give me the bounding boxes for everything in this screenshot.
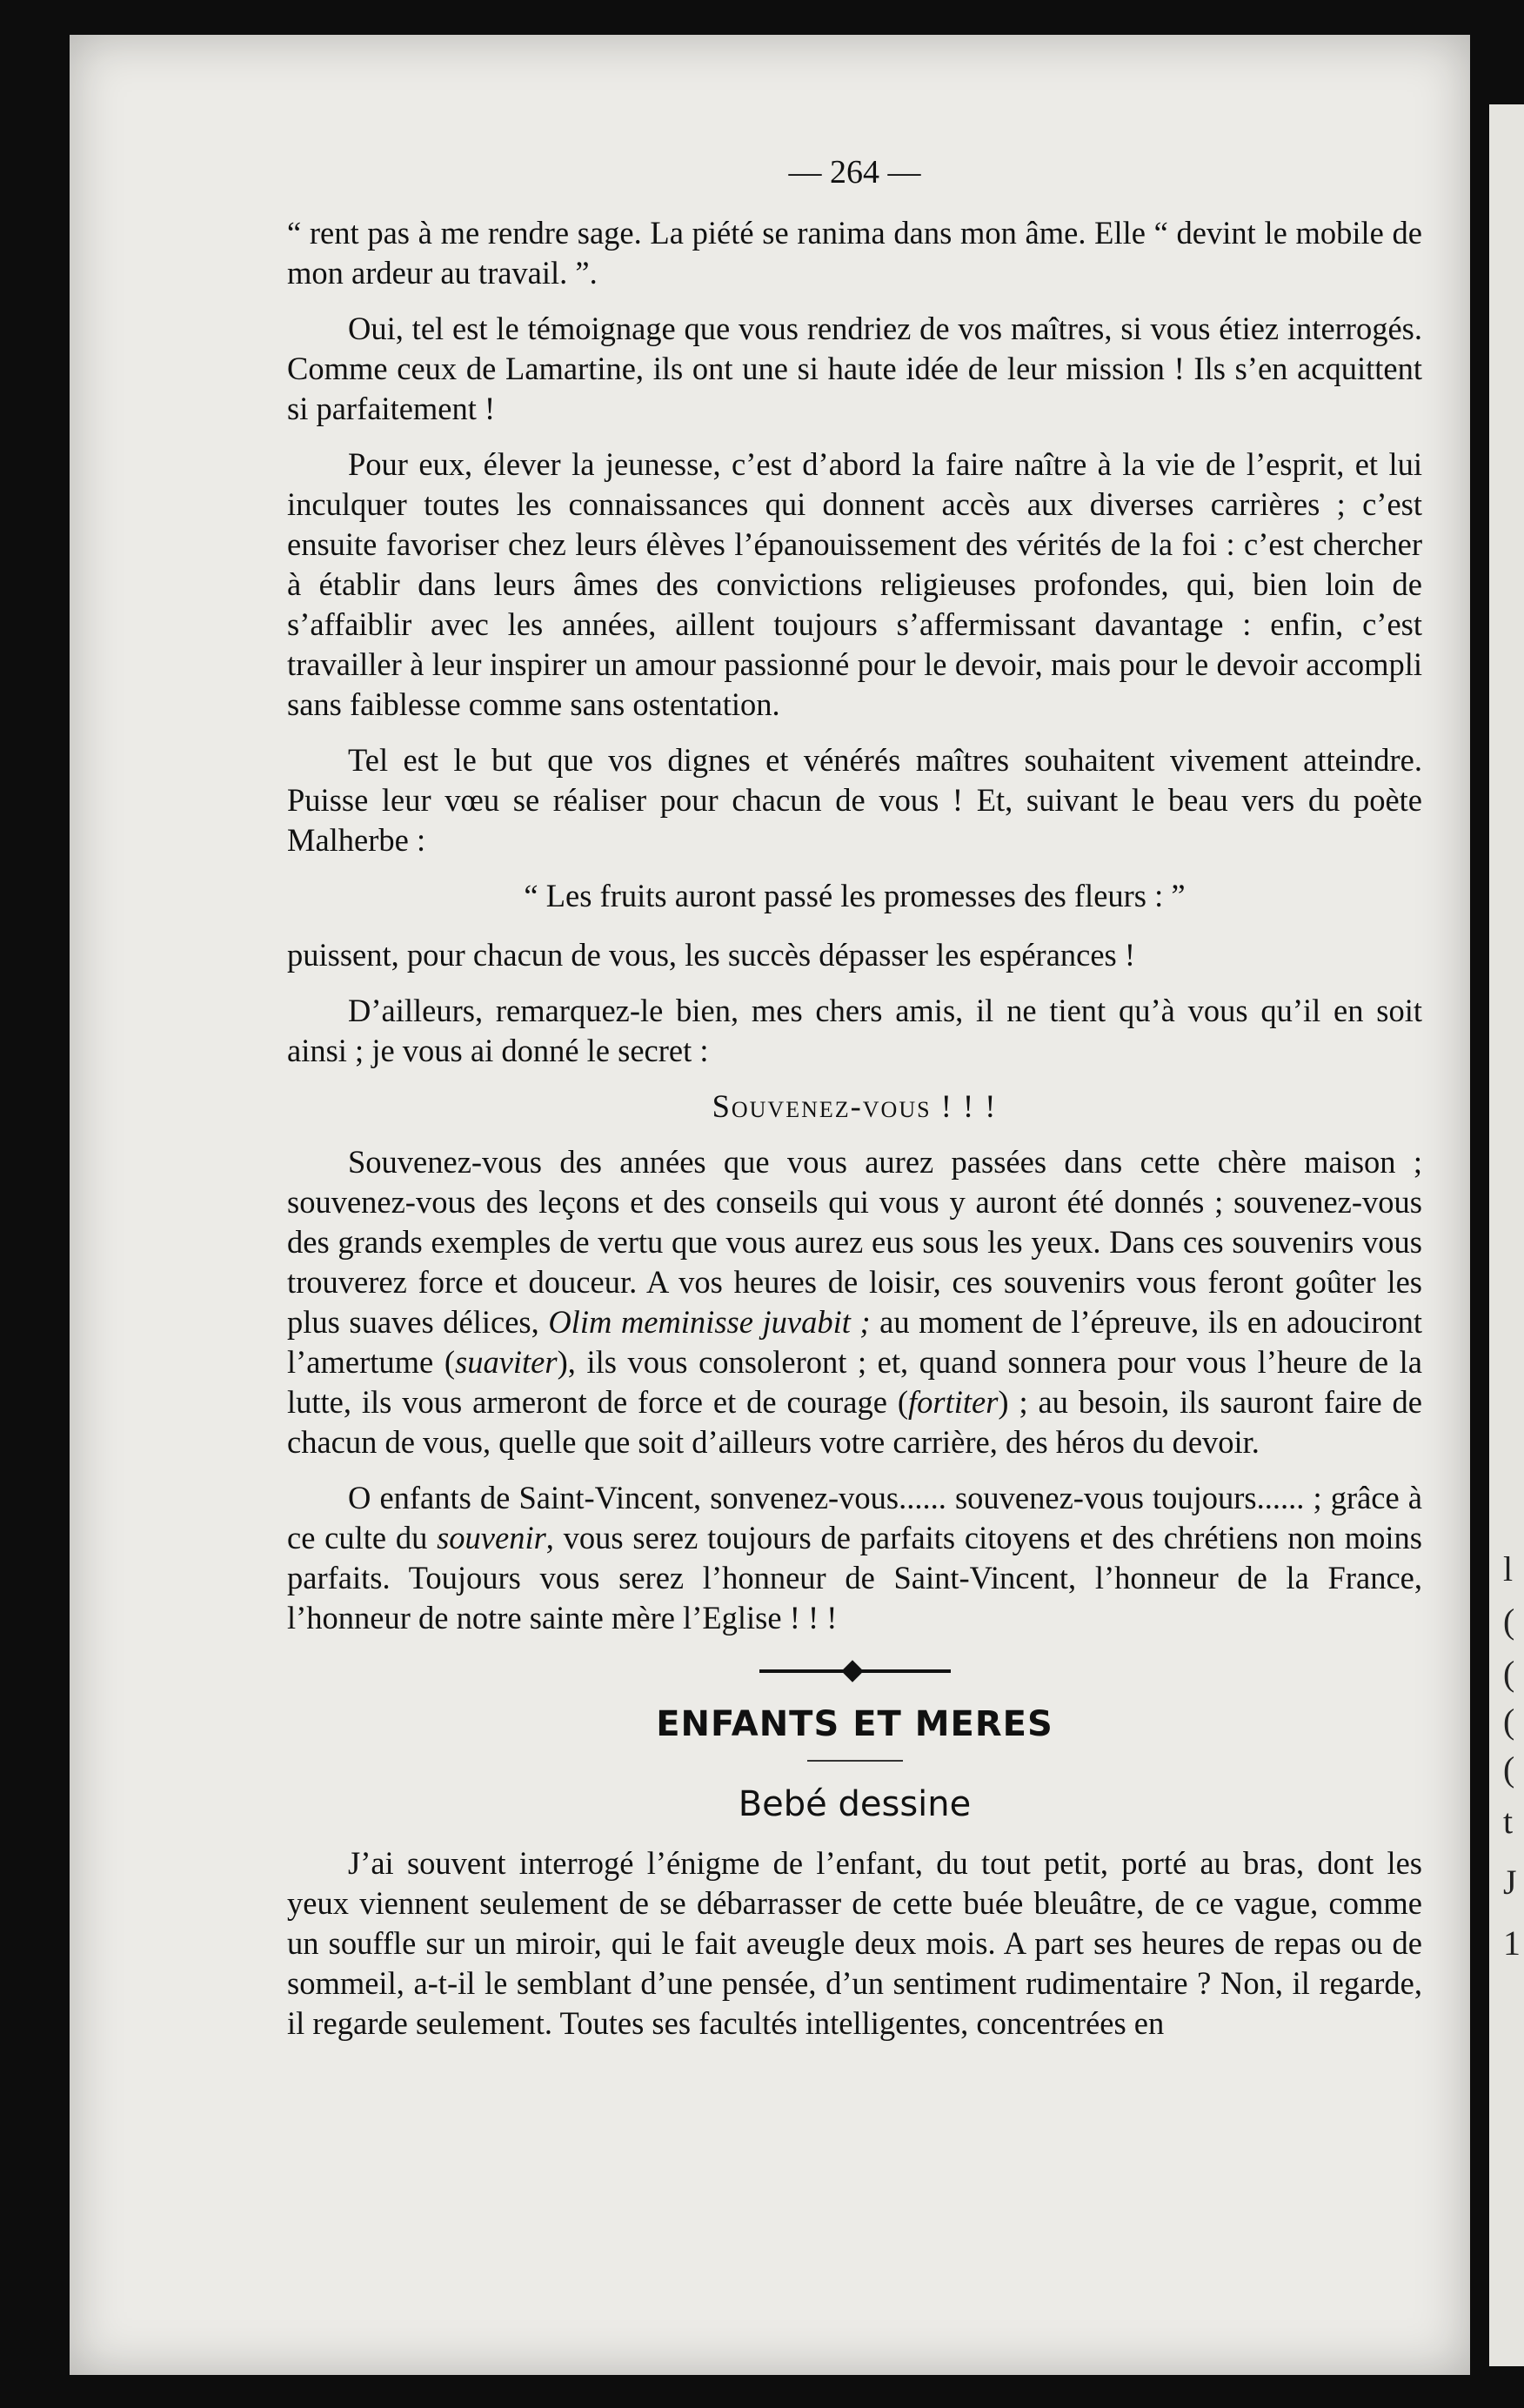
margin-fragment: J bbox=[1503, 1863, 1517, 1902]
title-divider bbox=[807, 1760, 903, 1762]
page-content bbox=[287, 152, 1422, 2059]
text-run: ), ils vous consoleront ; et, quand sonnera pour vous l’heure de la lutte, ils vous armeront de force et de courage ( bbox=[287, 1344, 1422, 1420]
text-run: Souvenez-vous des années que vous aurez passées dans cette chère maison ; souvenez-vous des leçons et des conseils qui vous y auront été donnés ; souvenez-vous des grands exemples de vertu que vous aurez eus sous les yeux. Dans ces souvenirs vous trouverez force et douceur. A vos heures de loisir, ces souvenirs vous feront goûter les plus suaves délices, bbox=[287, 1144, 1422, 1340]
souvenez-heading: Souvenez-vous ! ! ! bbox=[712, 1088, 998, 1124]
paragraph-secret: D’ailleurs, remarquez-le bien, mes chers amis, il ne tient qu’à vous qu’il en soit ainsi ; je vous ai donné le secret : bbox=[287, 993, 1422, 1068]
latin-word: fortiter bbox=[907, 1384, 999, 1420]
text-run: ) ; au besoin, ils sauront faire de chacun de vous, quelle que soit d’ailleurs votre carrière, des héros du devoir. bbox=[287, 1384, 1422, 1460]
latin-phrase: Olim meminisse juvabit ; bbox=[548, 1304, 871, 1340]
paragraph-souvenez bbox=[287, 1142, 1422, 1462]
margin-fragment: ( bbox=[1503, 1702, 1515, 1741]
paragraph-succes: puissent, pour chacun de vous, les succès dépasser les espérances ! bbox=[287, 937, 1136, 973]
ornamental-divider bbox=[759, 1669, 951, 1673]
adjacent-page-edge bbox=[1489, 104, 1524, 2366]
paragraph-malherbe: Tel est le but que vos dignes et vénérés maîtres souhaitent vivement atteindre. Puisse leur vœu se réaliser pour chacun de vous ! Et, suivant le beau vers du poète Malherbe : bbox=[287, 742, 1422, 858]
latin-word: suaviter bbox=[454, 1344, 558, 1380]
section-title: ENFANTS ET MERES bbox=[656, 1704, 1053, 1744]
text-run: , vous serez toujours de parfaits citoyens et des chrétiens non moins parfaits. Toujours vous serez l’honneur de Saint-Vincent, l’honneur de la France, l’honneur de notre sainte mère l’Eglise ! ! ! bbox=[287, 1520, 1422, 1635]
margin-fragment: ( bbox=[1503, 1749, 1515, 1789]
paragraph-education: Pour eux, élever la jeunesse, c’est d’abord la faire naître à la vie de l’esprit, et lui inculquer toutes les connaissances qui donnent accès aux diverses carrières ; c’est ensuite favoriser chez leurs élèves l’épanouissement des vérités de la foi : c’est chercher à établir dans leurs âmes des convictions religieuses profondes, qui, bien loin de s’affaiblir avec les années, aillent toujours s’affermissant davantage : enfin, c’est travailler à leur inspirer un amour passionné pour le devoir, mais pour le devoir accompli sans faiblesse comme sans ostentation. bbox=[287, 446, 1422, 722]
article-title: Bebé dessine bbox=[738, 1784, 972, 1824]
paragraph-enfants bbox=[287, 1478, 1422, 1638]
text-run: O enfants de Saint-Vincent, sonvenez-vous...... souvenez-vous toujours...... ; grâce à ce culte du bbox=[287, 1480, 1422, 1555]
margin-fragment: ( bbox=[1503, 1602, 1515, 1641]
margin-fragment: l bbox=[1503, 1549, 1514, 1589]
verse-quote: “ Les fruits auront passé les promesses des fleurs : ” bbox=[524, 878, 1186, 913]
paragraph-temoignage: Oui, tel est le témoignage que vous rendriez de vos maîtres, si vous étiez interrogés. Comme ceux de Lamartine, ils ont une si haute idée de leur mission ! Ils s’en acquittent si parfaitement ! bbox=[287, 311, 1422, 426]
text-run: au moment de l’épreuve, ils en adouciront l’amertume ( bbox=[287, 1304, 1422, 1380]
paragraph-bebe: J’ai souvent interrogé l’énigme de l’enfant, du tout petit, porté au bras, dont les yeux viennent seulement de se débarrasser de cette buée bleuâtre, de ce vague, comme un souffle sur un miroir, qui le fait aveugle deux mois. A part ses heures de repas ou de sommeil, a-t-il le semblant d’une pensée, d’un sentiment rudimentaire ? Non, il regarde, il regarde seulement. Toutes ses facultés intelligentes, concentrées en bbox=[287, 1845, 1422, 2041]
margin-fragment: t bbox=[1503, 1802, 1514, 1841]
paragraph-quote-end: “ rent pas à me rendre sage. La piété se ranima dans mon âme. Elle “ devint le mobile de mon ardeur au travail. ”. bbox=[287, 215, 1422, 291]
emphasis: souvenir bbox=[437, 1520, 546, 1555]
page-number: — 264 — bbox=[788, 154, 921, 191]
margin-fragment: 1 bbox=[1503, 1923, 1521, 1963]
margin-fragment: ( bbox=[1503, 1654, 1515, 1693]
